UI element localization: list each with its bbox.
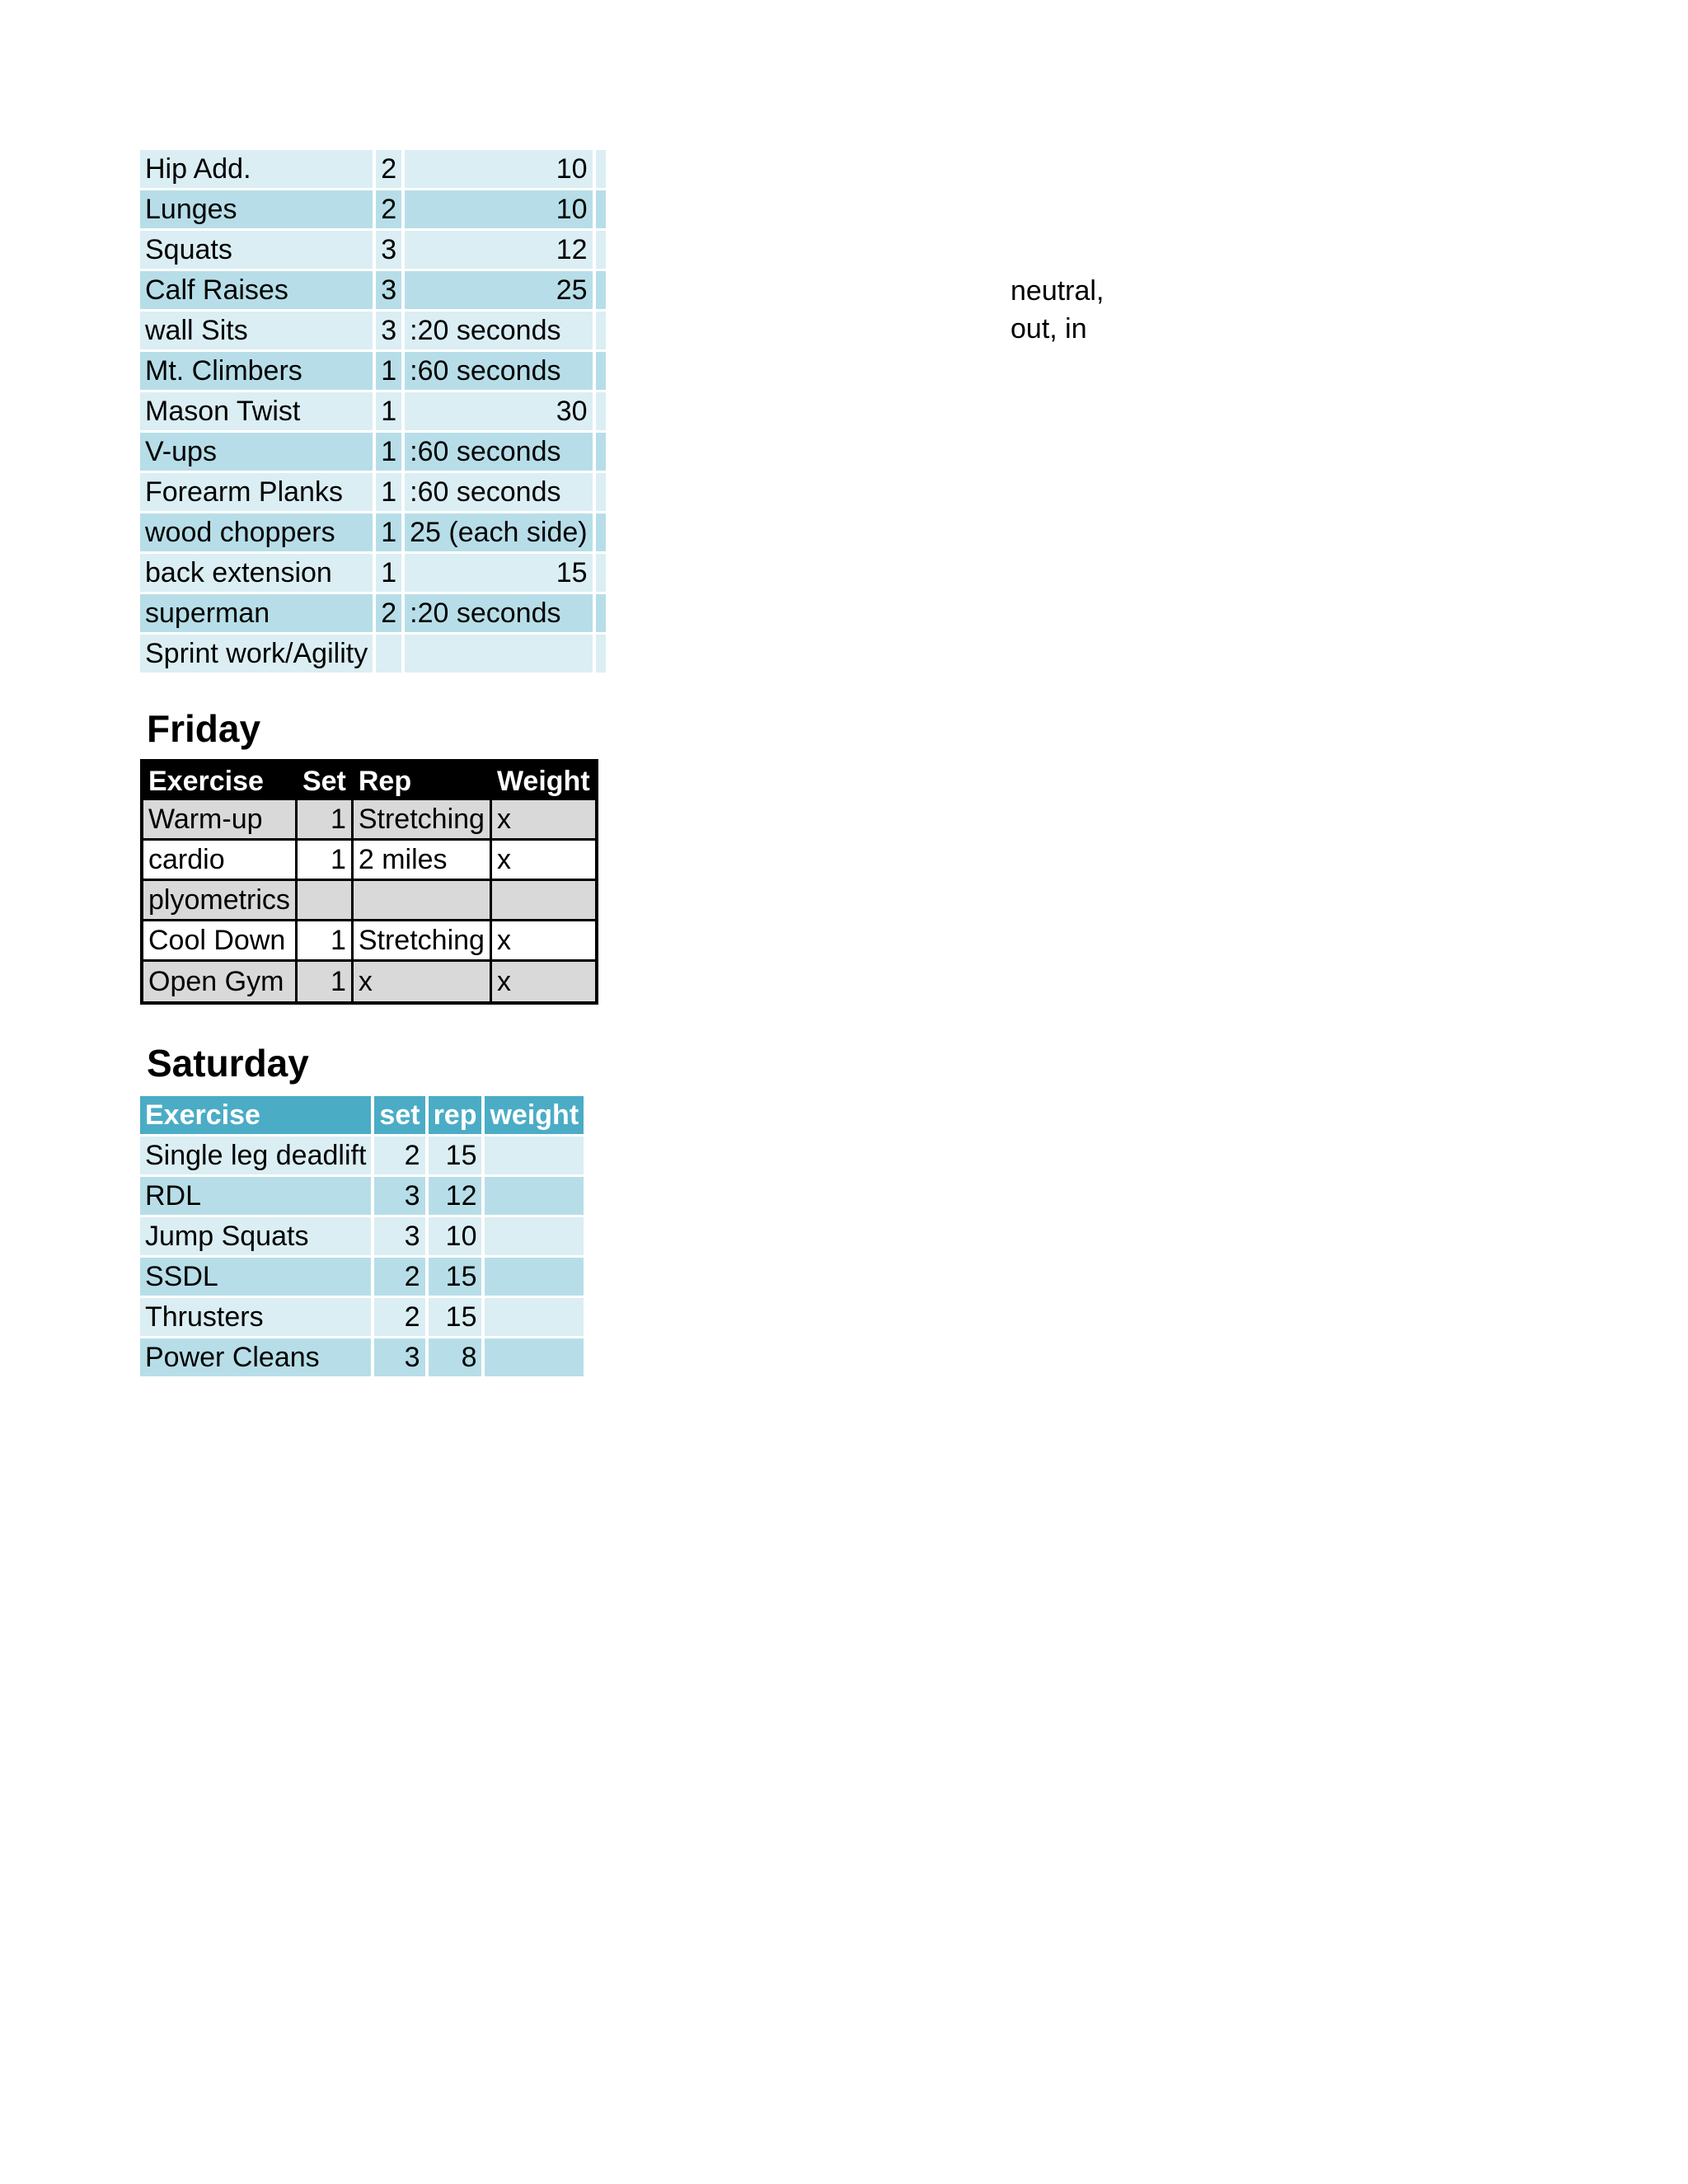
table-row: [140, 271, 606, 312]
rep-cell: [354, 881, 492, 921]
table-row: [140, 1137, 584, 1177]
rep-cell: x: [354, 962, 492, 1001]
set-cell: 1: [376, 433, 405, 473]
set-cell: 3: [374, 1338, 428, 1379]
exercise-cell: Single leg deadlift: [140, 1137, 374, 1177]
weight-cell: [596, 352, 606, 392]
exercise-cell: Mason Twist: [140, 392, 376, 433]
header-weight: weight: [485, 1096, 584, 1137]
set-cell: 2: [374, 1258, 428, 1298]
exercise-cell: Forearm Planks: [140, 473, 376, 513]
weight-cell: [596, 150, 606, 190]
rep-cell: 8: [429, 1338, 485, 1379]
weight-cell: x: [492, 800, 595, 841]
rep-cell: 12: [429, 1177, 485, 1217]
weight-cell: [596, 554, 606, 594]
table-row: [140, 594, 606, 635]
exercise-cell: Cool Down: [143, 921, 298, 962]
weight-cell: [596, 473, 606, 513]
rep-cell: 10: [405, 190, 595, 231]
header-weight: Weight: [492, 762, 595, 800]
header-rep: rep: [429, 1096, 485, 1137]
header-rep: Rep: [354, 762, 492, 800]
table-row: [140, 231, 606, 271]
table-row: [143, 921, 595, 962]
weight-cell: x: [492, 841, 595, 881]
weight-cell: [485, 1258, 584, 1298]
weight-cell: [485, 1338, 584, 1379]
set-cell: 3: [376, 312, 405, 352]
exercise-cell: V-ups: [140, 433, 376, 473]
set-cell: 1: [298, 962, 354, 1001]
table-row: [140, 1177, 584, 1217]
weight-cell: [596, 312, 606, 352]
set-cell: 1: [376, 554, 405, 594]
weight-cell: [596, 190, 606, 231]
set-cell: 2: [376, 150, 405, 190]
weight-cell: [596, 231, 606, 271]
header-exercise: Exercise: [143, 762, 298, 800]
rep-cell: 15: [429, 1258, 485, 1298]
rep-cell: 15: [429, 1137, 485, 1177]
friday-header-row: [143, 762, 595, 800]
table-row: [140, 635, 606, 675]
set-cell: 1: [298, 841, 354, 881]
set-cell: 3: [376, 231, 405, 271]
exercise-cell: Lunges: [140, 190, 376, 231]
exercise-cell: back extension: [140, 554, 376, 594]
saturday-header-row: [140, 1096, 584, 1137]
calf-raises-note: neutral, out, in: [1010, 275, 1104, 344]
weight-cell: [485, 1177, 584, 1217]
table-row: [140, 150, 606, 190]
exercise-cell: Sprint work/Agility: [140, 635, 376, 675]
rep-cell: [405, 635, 595, 675]
rep-cell: 15: [405, 554, 595, 594]
set-cell: 1: [298, 921, 354, 962]
table-row: [140, 352, 606, 392]
rep-cell: :20 seconds: [405, 312, 595, 352]
set-cell: 1: [376, 352, 405, 392]
exercise-cell: Hip Add.: [140, 150, 376, 190]
weight-cell: [492, 881, 595, 921]
exercise-cell: wood choppers: [140, 513, 376, 554]
weight-cell: [485, 1298, 584, 1338]
rep-cell: 15: [429, 1298, 485, 1338]
exercise-cell: Squats: [140, 231, 376, 271]
weight-cell: x: [492, 962, 595, 1001]
table-row: [140, 1298, 584, 1338]
rep-cell: :20 seconds: [405, 594, 595, 635]
rep-cell: 30: [405, 392, 595, 433]
table-row: [140, 554, 606, 594]
exercise-cell: Mt. Climbers: [140, 352, 376, 392]
exercise-cell: SSDL: [140, 1258, 374, 1298]
set-cell: 1: [376, 392, 405, 433]
weight-cell: [596, 433, 606, 473]
set-cell: 2: [376, 190, 405, 231]
rep-cell: Stretching: [354, 921, 492, 962]
table-row: [140, 1258, 584, 1298]
friday-table: [140, 759, 598, 1005]
table-row: [140, 312, 606, 352]
table-row: [140, 190, 606, 231]
friday-title: Friday: [147, 707, 261, 750]
weight-cell: x: [492, 921, 595, 962]
set-cell: 1: [376, 513, 405, 554]
saturday-table: [140, 1096, 584, 1379]
rep-cell: 10: [429, 1217, 485, 1258]
exercise-cell: superman: [140, 594, 376, 635]
set-cell: 1: [298, 800, 354, 841]
exercise-cell: wall Sits: [140, 312, 376, 352]
rep-cell: 2 miles: [354, 841, 492, 881]
table-row: [140, 1217, 584, 1258]
table-row: [143, 800, 595, 841]
rep-cell: 10: [405, 150, 595, 190]
weight-cell: [485, 1217, 584, 1258]
header-set: Set: [298, 762, 354, 800]
saturday-title: Saturday: [147, 1042, 309, 1085]
rep-cell: 25: [405, 271, 595, 312]
set-cell: [298, 881, 354, 921]
weight-cell: [596, 513, 606, 554]
table-row: [143, 841, 595, 881]
table-row: [140, 1338, 584, 1379]
exercise-cell: RDL: [140, 1177, 374, 1217]
set-cell: 3: [374, 1177, 428, 1217]
exercise-cell: Power Cleans: [140, 1338, 374, 1379]
set-cell: 2: [374, 1298, 428, 1338]
set-cell: 2: [374, 1137, 428, 1177]
exercise-cell: cardio: [143, 841, 298, 881]
set-cell: 1: [376, 473, 405, 513]
weight-cell: [596, 392, 606, 433]
set-cell: 3: [376, 271, 405, 312]
rep-cell: :60 seconds: [405, 433, 595, 473]
table-row: [140, 473, 606, 513]
rep-cell: 12: [405, 231, 595, 271]
exercise-cell: Jump Squats: [140, 1217, 374, 1258]
weight-cell: [485, 1137, 584, 1177]
exercise-cell: Thrusters: [140, 1298, 374, 1338]
weight-cell: [596, 594, 606, 635]
exercise-cell: plyometrics: [143, 881, 298, 921]
weight-cell: [596, 635, 606, 675]
table-row: [140, 392, 606, 433]
rep-cell: :60 seconds: [405, 352, 595, 392]
table-row: [143, 962, 595, 1001]
table-row: [140, 433, 606, 473]
set-cell: [376, 635, 405, 675]
header-set: set: [374, 1096, 428, 1137]
table-row: [140, 513, 606, 554]
exercise-cell: Open Gym: [143, 962, 298, 1001]
rep-cell: Stretching: [354, 800, 492, 841]
header-exercise: Exercise: [140, 1096, 374, 1137]
rep-cell: 25 (each side): [405, 513, 595, 554]
weight-cell: [596, 271, 606, 312]
workout-table-continued: [140, 150, 606, 675]
set-cell: 2: [376, 594, 405, 635]
exercise-cell: Calf Raises: [140, 271, 376, 312]
rep-cell: :60 seconds: [405, 473, 595, 513]
table-row: [143, 881, 595, 921]
exercise-cell: Warm-up: [143, 800, 298, 841]
set-cell: 3: [374, 1217, 428, 1258]
